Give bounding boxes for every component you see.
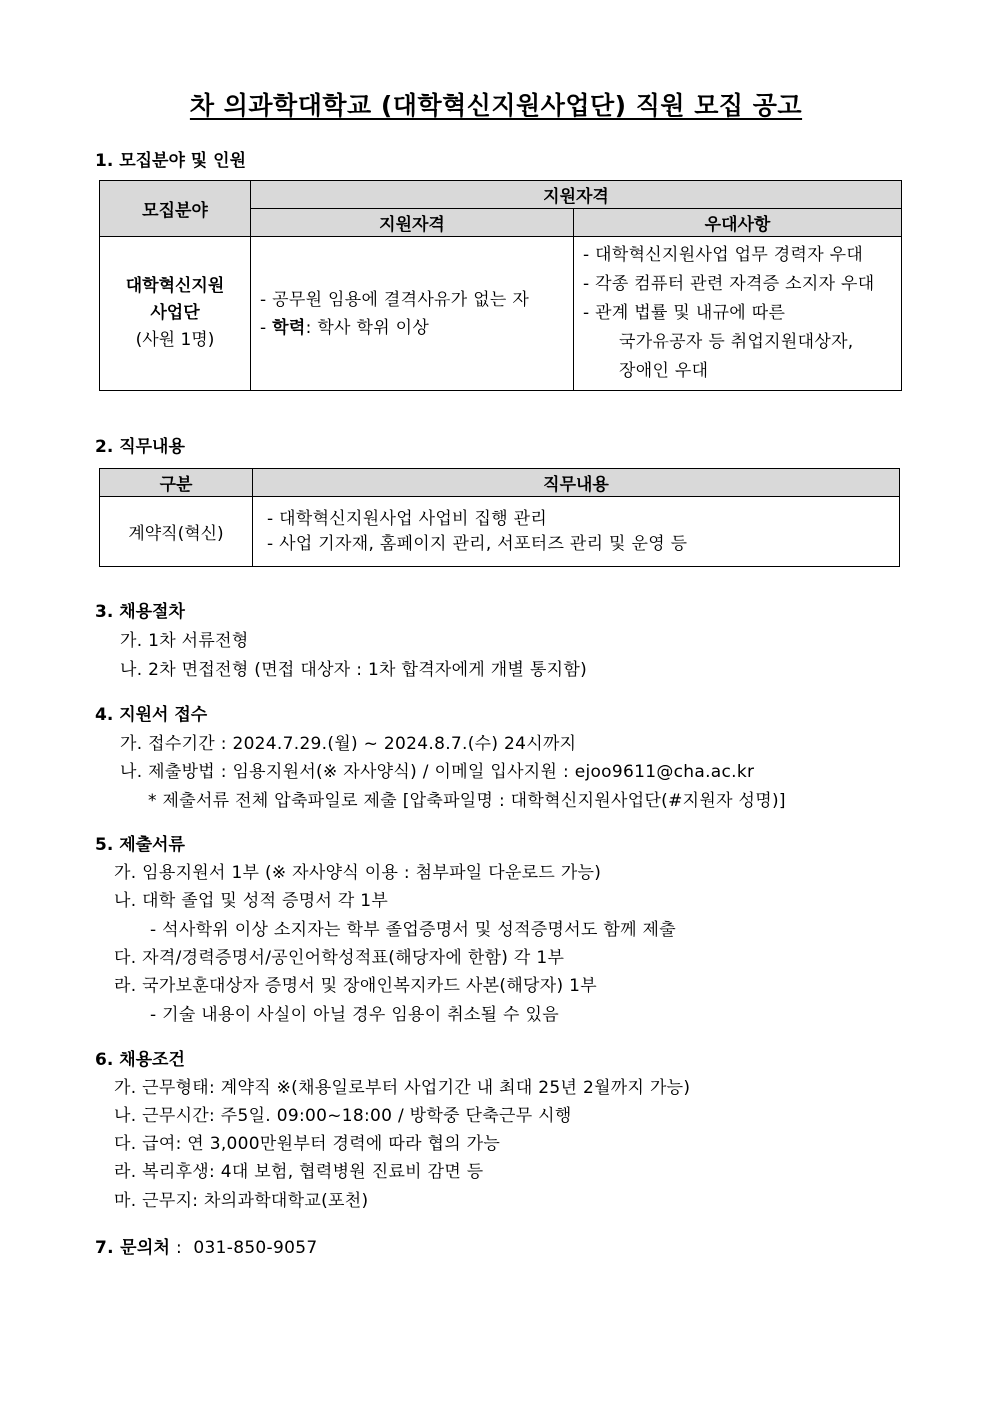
section-3-heading: 3. 채용절차 [95,602,185,622]
qualification-item-2-value: : 학사 학위 이상 [305,317,430,338]
document-item-4: 라. 국가보훈대상자 증명서 및 장애인복지카드 사본(해당자) 1부 [114,976,597,996]
field-count: (사원 1명) [135,330,215,350]
condition-item-1: 가. 근무형태: 계약직 ※(채용일로부터 사업기간 내 최대 25년 2월까지 가능) [114,1078,691,1098]
procedure-item-2: 나. 2차 면접전형 (면접 대상자 : 1차 합격자에게 개별 통지함) [120,660,588,680]
preference-item-5: 장애인 우대 [619,361,709,381]
document-item-4-note: - 기술 내용이 사실이 아닐 경우 임용이 취소될 수 있음 [150,1005,559,1025]
field-name-line2: 사업단 [150,303,200,323]
section-1-heading: 1. 모집분야 및 인원 [95,151,246,171]
duty-item-2: - 사업 기자재, 홈페이지 관리, 서포터즈 관리 및 운영 등 [267,533,688,554]
procedure-item-1: 가. 1차 서류전형 [120,631,249,651]
preference-item-1: - 대학혁신지원사업 업무 경력자 우대 [583,245,864,265]
page-title [0,86,992,122]
section-6-heading: 6. 채용조건 [95,1050,185,1070]
condition-item-2: 나. 근무시간: 주5일. 09:00~18:00 / 방학중 단축근무 시행 [114,1106,572,1126]
condition-item-3: 다. 급여: 연 3,000만원부터 경력에 따라 협의 가능 [114,1134,501,1154]
field-name-line1: 대학혁신지원 [125,276,225,296]
preference-item-2: - 각종 컴퓨터 관련 자격증 소지자 우대 [583,274,875,294]
duty-item-1: - 대학혁신지원사업 사업비 집행 관리 [267,508,548,529]
preference-item-3: - 관계 법률 및 내규에 따른 [583,303,786,323]
document-item-2-note: - 석사학위 이상 소지자는 학부 졸업증명서 및 성적증명서도 함께 제출 [150,920,676,940]
header-type: 구분 [100,469,253,497]
document-item-1: 가. 임용지원서 1부 (※ 자사양식 이용 : 첨부파일 다운로드 가능) [114,863,602,883]
document-item-2: 나. 대학 졸업 및 성적 증명서 각 1부 [114,891,389,911]
condition-item-4: 라. 복리후생: 4대 보험, 협력병원 진료비 감면 등 [114,1162,484,1182]
section-5-heading: 5. 제출서류 [95,835,185,855]
preference-item-4: 국가유공자 등 취업지원대상자, [619,332,854,352]
application-period: 가. 접수기간 : 2024.7.29.(월) ~ 2024.8.7.(수) 24시까지 [120,734,577,754]
header-duty: 직무내용 [253,469,900,497]
header-qualification: 지원자격 [251,209,574,237]
document-item-3: 다. 자격/경력증명서/공인어학성적표(해당자에 한함) 각 1부 [114,948,565,968]
qualification-item-2-label: 학력 [272,317,306,338]
duty-table [99,468,900,567]
contact-phone: 031-850-9057 [193,1238,318,1258]
page-title-text: 차 의과학대학교 (대학혁신지원사업단) 직원 모집 공고 [189,91,803,120]
qualification-item-1: - 공무원 임용에 결격사유가 없는 자 [260,289,530,310]
qualification-cell [251,237,574,391]
type-cell: 계약직(혁신) [100,497,253,567]
contact-line [95,1233,317,1258]
header-qualification-group: 지원자격 [251,181,902,209]
section-4-heading: 4. 지원서 접수 [95,705,208,725]
contact-separator: : [170,1238,194,1258]
recruitment-field-table [99,180,902,391]
duty-cell [253,497,900,567]
header-field: 모집분야 [100,181,251,237]
field-cell [100,237,251,391]
qualification-item-2-prefix: - [260,317,273,338]
condition-item-5: 마. 근무지: 차의과학대학교(포천) [114,1191,369,1211]
qualification-item-2 [260,314,573,342]
application-note: * 제출서류 전체 압축파일로 제출 [압축파일명 : 대학혁신지원사업단(#지원자 성명)] [148,791,786,811]
section-2-heading: 2. 직무내용 [95,437,185,457]
preference-cell [574,237,902,391]
header-preference: 우대사항 [574,209,902,237]
section-7-heading: 7. 문의처 [95,1238,171,1258]
application-method: 나. 제출방법 : 임용지원서(※ 자사양식) / 이메일 입사지원 : ejoo9611@cha.ac.kr [120,762,755,782]
